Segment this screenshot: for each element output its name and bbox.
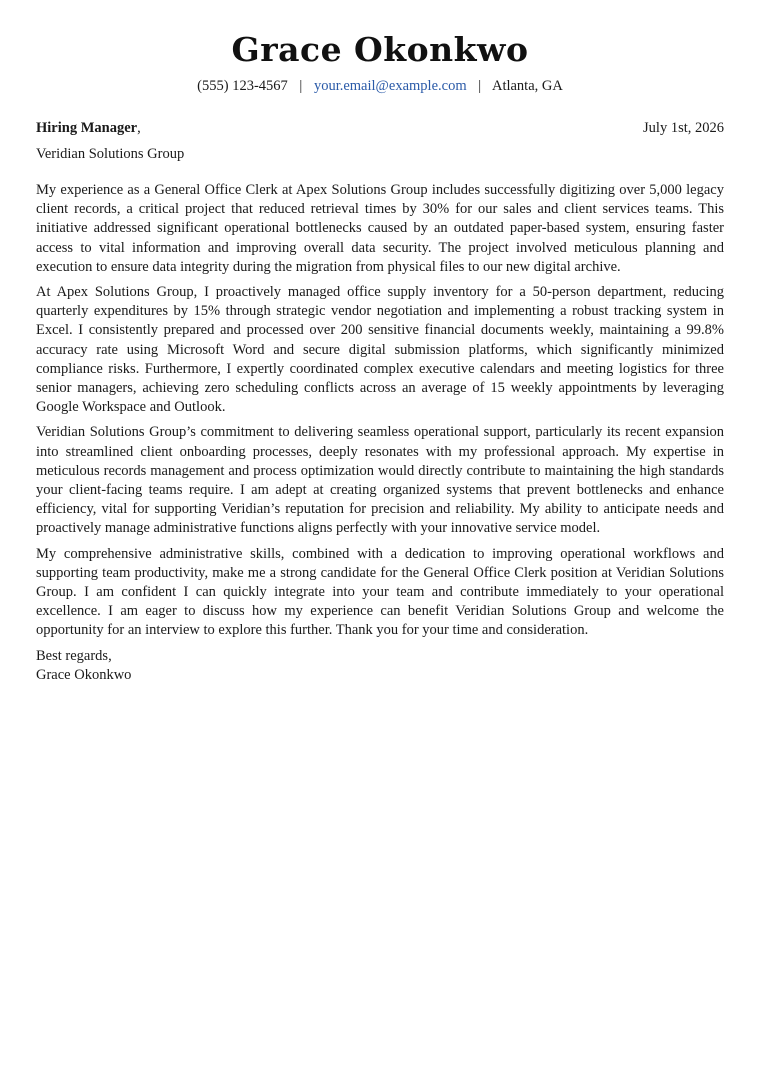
letter-header xyxy=(36,0,724,96)
closing-signature: Grace Okonkwo xyxy=(36,667,132,684)
cover-letter-page xyxy=(36,0,724,686)
recipient-line xyxy=(36,118,141,138)
contact-separator: | xyxy=(299,78,303,94)
location: Atlanta, GA xyxy=(491,78,563,94)
recipient-name: Hiring Manager xyxy=(36,120,138,136)
body-paragraph: My comprehensive administrative skills, combined with a dedication to improving operational workflows and supporting team productivity, make me a strong candidate for the General Office Clerk position at Veridian Solutions Group. I am confident I can quickly integrate into your team and contribute immediately to your operational excellence. I am eager to discuss how my experience can benefit Veridian Solutions Group and welcome the opportunity for an interview to explore this further. Thank you for your time and consideration. xyxy=(36,545,724,639)
contact-line xyxy=(36,76,724,96)
body-paragraph: At Apex Solutions Group, I proactively managed office supply inventory for a 50-person department, reducing quarterly expenditures by 15% through strategic vendor negotiation and implementing a robust tracking system in Excel. I consistently prepared and processed over 200 sensitive financial documents weekly, maintaining a 99.8% accuracy rate using Microsoft Word and secure digital submission platforms, which significantly minimized compliance risks. Furthermore, I expertly coordinated complex executive calendars and meeting logistics for three senior managers, achieving zero scheduling conflicts across an average of 15 weekly appointments by leveraging Google Workspace and Outlook. xyxy=(36,284,724,416)
recipient-date-row xyxy=(36,118,724,138)
email-link[interactable]: your.email@example.com xyxy=(313,78,467,94)
applicant-name: Grace Okonkwo xyxy=(231,30,529,69)
contact-separator: | xyxy=(478,78,482,94)
phone-number: (555) 123-4567 xyxy=(197,78,288,94)
body-paragraph: My experience as a General Office Clerk at Apex Solutions Group includes successfully digitizing over 5,000 legacy client records, a critical project that reduced retrieval times by 30% for our sales and client services teams. This initiative addressed significant operational bottlenecks caused by an outdated paper-based system, ensuring faster access to vital information and improving overall data security. The project involved meticulous planning and execution to ensure data integrity during the migration from physical files to our new digital archive. xyxy=(36,182,724,275)
closing-salutation: Best regards, xyxy=(36,647,112,664)
letter-body xyxy=(36,181,724,641)
letter-closing xyxy=(36,647,724,686)
body-paragraph: Veridian Solutions Group’s commitment to delivering seamless operational support, particularly its recent expansion into streamlined client onboarding processes, deeply resonates with my professional approach. My expertise in meticulous records management and process optimization would directly contribute to maintaining the high standards your client-facing teams require. I am adept at creating organized systems that prevent bottlenecks and enhance efficiency, vital for supporting Veridian’s reputation for precision and reliability. My ability to anticipate needs and proactively manage administrative functions aligns perfectly with your innovative service model. xyxy=(36,424,724,537)
recipient-comma: , xyxy=(137,120,141,136)
letter-date: July 1st, 2026 xyxy=(643,120,724,136)
recipient-company: Veridian Solutions Group xyxy=(36,146,185,162)
